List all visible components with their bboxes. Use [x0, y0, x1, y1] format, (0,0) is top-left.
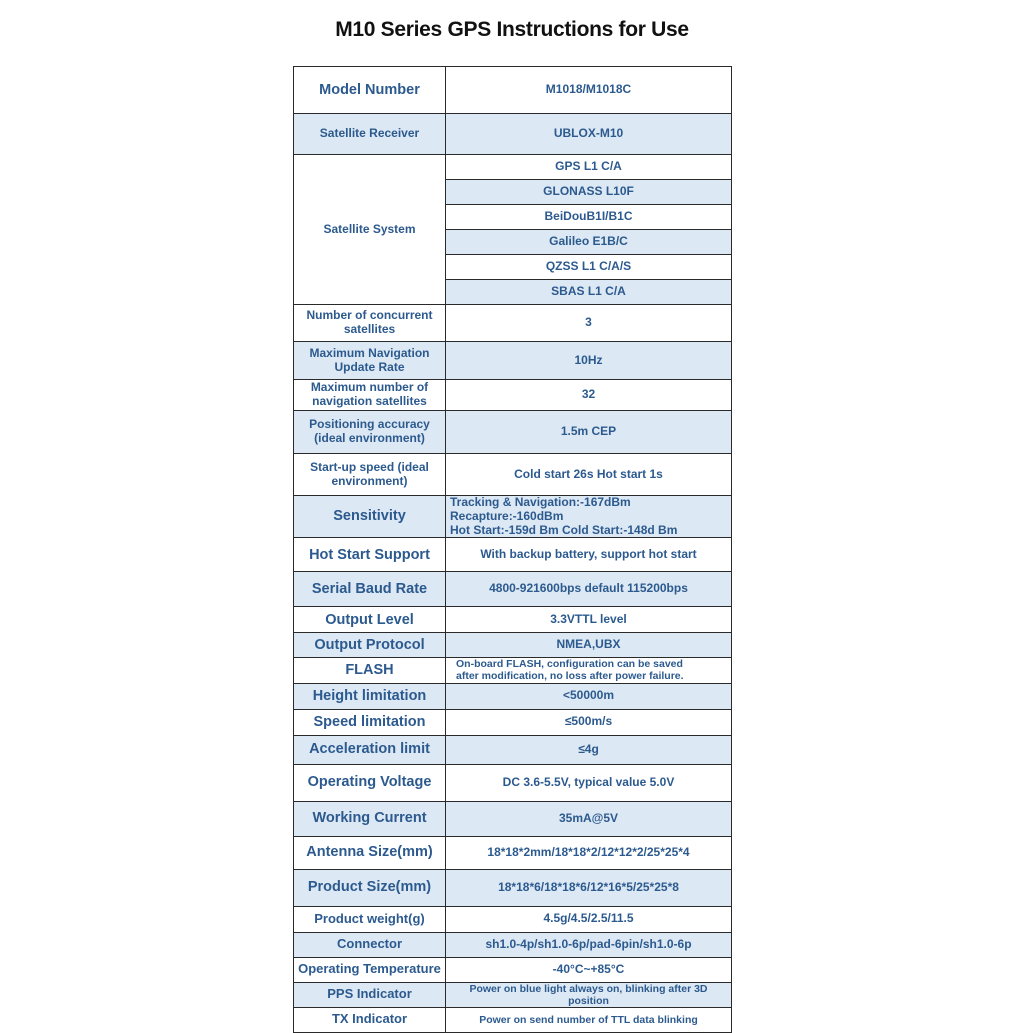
row-label: Sensitivity	[294, 496, 446, 538]
table-row	[294, 869, 732, 906]
table-row	[294, 411, 732, 454]
row-value: SBAS L1 C/A	[446, 280, 732, 305]
row-value: UBLOX-M10	[446, 114, 732, 155]
row-label: Operating Voltage	[294, 764, 446, 801]
table-row	[294, 932, 732, 957]
row-value: 1.5m CEP	[446, 411, 732, 454]
row-value	[446, 658, 732, 683]
table-row	[294, 906, 732, 932]
row-label: Model Number	[294, 67, 446, 114]
row-label: Speed limitation	[294, 709, 446, 735]
row-value: 35mA@5V	[446, 801, 732, 836]
row-label: Satellite Receiver	[294, 114, 446, 155]
row-label: Number of concurrent satellites	[294, 305, 446, 342]
table-row	[294, 305, 732, 342]
table-row	[294, 709, 732, 735]
table-row	[294, 607, 732, 633]
row-label: TX Indicator	[294, 1007, 446, 1032]
flash-line-2: after modification, no loss after power failure.	[456, 670, 684, 683]
row-label: PPS Indicator	[294, 982, 446, 1007]
row-value: GLONASS L10F	[446, 180, 732, 205]
row-label: Product Size(mm)	[294, 869, 446, 906]
table-row	[294, 633, 732, 658]
row-value	[446, 496, 732, 538]
row-value: 3.3VTTL level	[446, 607, 732, 633]
table-row	[294, 342, 732, 380]
table-row	[294, 496, 732, 538]
row-value: M1018/M1018C	[446, 67, 732, 114]
table-row	[294, 572, 732, 607]
row-value: GPS L1 C/A	[446, 155, 732, 180]
row-label: Output Level	[294, 607, 446, 633]
row-value: 18*18*6/18*18*6/12*16*5/25*25*8	[446, 869, 732, 906]
row-label: Acceleration limit	[294, 735, 446, 764]
table-row	[294, 801, 732, 836]
row-value: 32	[446, 380, 732, 411]
row-value: 3	[446, 305, 732, 342]
row-label: Height limitation	[294, 683, 446, 709]
spec-table	[293, 66, 732, 1033]
row-value: -40°C~+85°C	[446, 957, 732, 982]
row-label: Product weight(g)	[294, 906, 446, 932]
table-row	[294, 683, 732, 709]
row-label: FLASH	[294, 658, 446, 683]
row-value: 10Hz	[446, 342, 732, 380]
row-label: Maximum Navigation Update Rate	[294, 342, 446, 380]
row-value: With backup battery, support hot start	[446, 538, 732, 572]
row-label: Working Current	[294, 801, 446, 836]
table-row	[294, 380, 732, 411]
row-label: Satellite System	[294, 155, 446, 305]
page-title: M10 Series GPS Instructions for Use	[335, 18, 689, 41]
table-row	[294, 114, 732, 155]
row-value: QZSS L1 C/A/S	[446, 255, 732, 280]
row-label: Output Protocol	[294, 633, 446, 658]
row-label: Maximum number of navigation satellites	[294, 380, 446, 411]
row-label: Hot Start Support	[294, 538, 446, 572]
row-label: Start-up speed (ideal environment)	[294, 454, 446, 496]
table-row	[294, 658, 732, 683]
row-value: Cold start 26s Hot start 1s	[446, 454, 732, 496]
sensitivity-line-2: Hot Start:-159d Bm Cold Start:-148d Bm	[450, 522, 678, 537]
table-row	[294, 735, 732, 764]
table-row	[294, 67, 732, 114]
row-value: Power on send number of TTL data blinking	[446, 1007, 732, 1032]
flash-line-1: On-board FLASH, configuration can be saved	[456, 658, 683, 671]
row-label: Serial Baud Rate	[294, 572, 446, 607]
table-row	[294, 538, 732, 572]
sensitivity-line-1: Tracking & Navigation:-167dBm Recapture:-160dBm	[450, 495, 631, 523]
table-row	[294, 155, 732, 180]
row-label: Positioning accuracy (ideal environment)	[294, 411, 446, 454]
row-value: NMEA,UBX	[446, 633, 732, 658]
row-value: 4.5g/4.5/2.5/11.5	[446, 906, 732, 932]
table-row	[294, 1007, 732, 1032]
table-row	[294, 957, 732, 982]
row-label: Operating Temperature	[294, 957, 446, 982]
row-value: DC 3.6-5.5V, typical value 5.0V	[446, 764, 732, 801]
table-row	[294, 454, 732, 496]
row-value: Galileo E1B/C	[446, 230, 732, 255]
row-value: sh1.0-4p/sh1.0-6p/pad-6pin/sh1.0-6p	[446, 932, 732, 957]
table-row	[294, 982, 732, 1007]
table-row	[294, 836, 732, 869]
row-value: <50000m	[446, 683, 732, 709]
row-value: BeiDouB1I/B1C	[446, 205, 732, 230]
row-label: Connector	[294, 932, 446, 957]
row-value: ≤500m/s	[446, 709, 732, 735]
row-value: 18*18*2mm/18*18*2/12*12*2/25*25*4	[446, 836, 732, 869]
row-value: ≤4g	[446, 735, 732, 764]
row-value: Power on blue light always on, blinking after 3D position	[446, 982, 732, 1007]
row-label: Antenna Size(mm)	[294, 836, 446, 869]
table-row	[294, 764, 732, 801]
row-value: 4800-921600bps default 115200bps	[446, 572, 732, 607]
